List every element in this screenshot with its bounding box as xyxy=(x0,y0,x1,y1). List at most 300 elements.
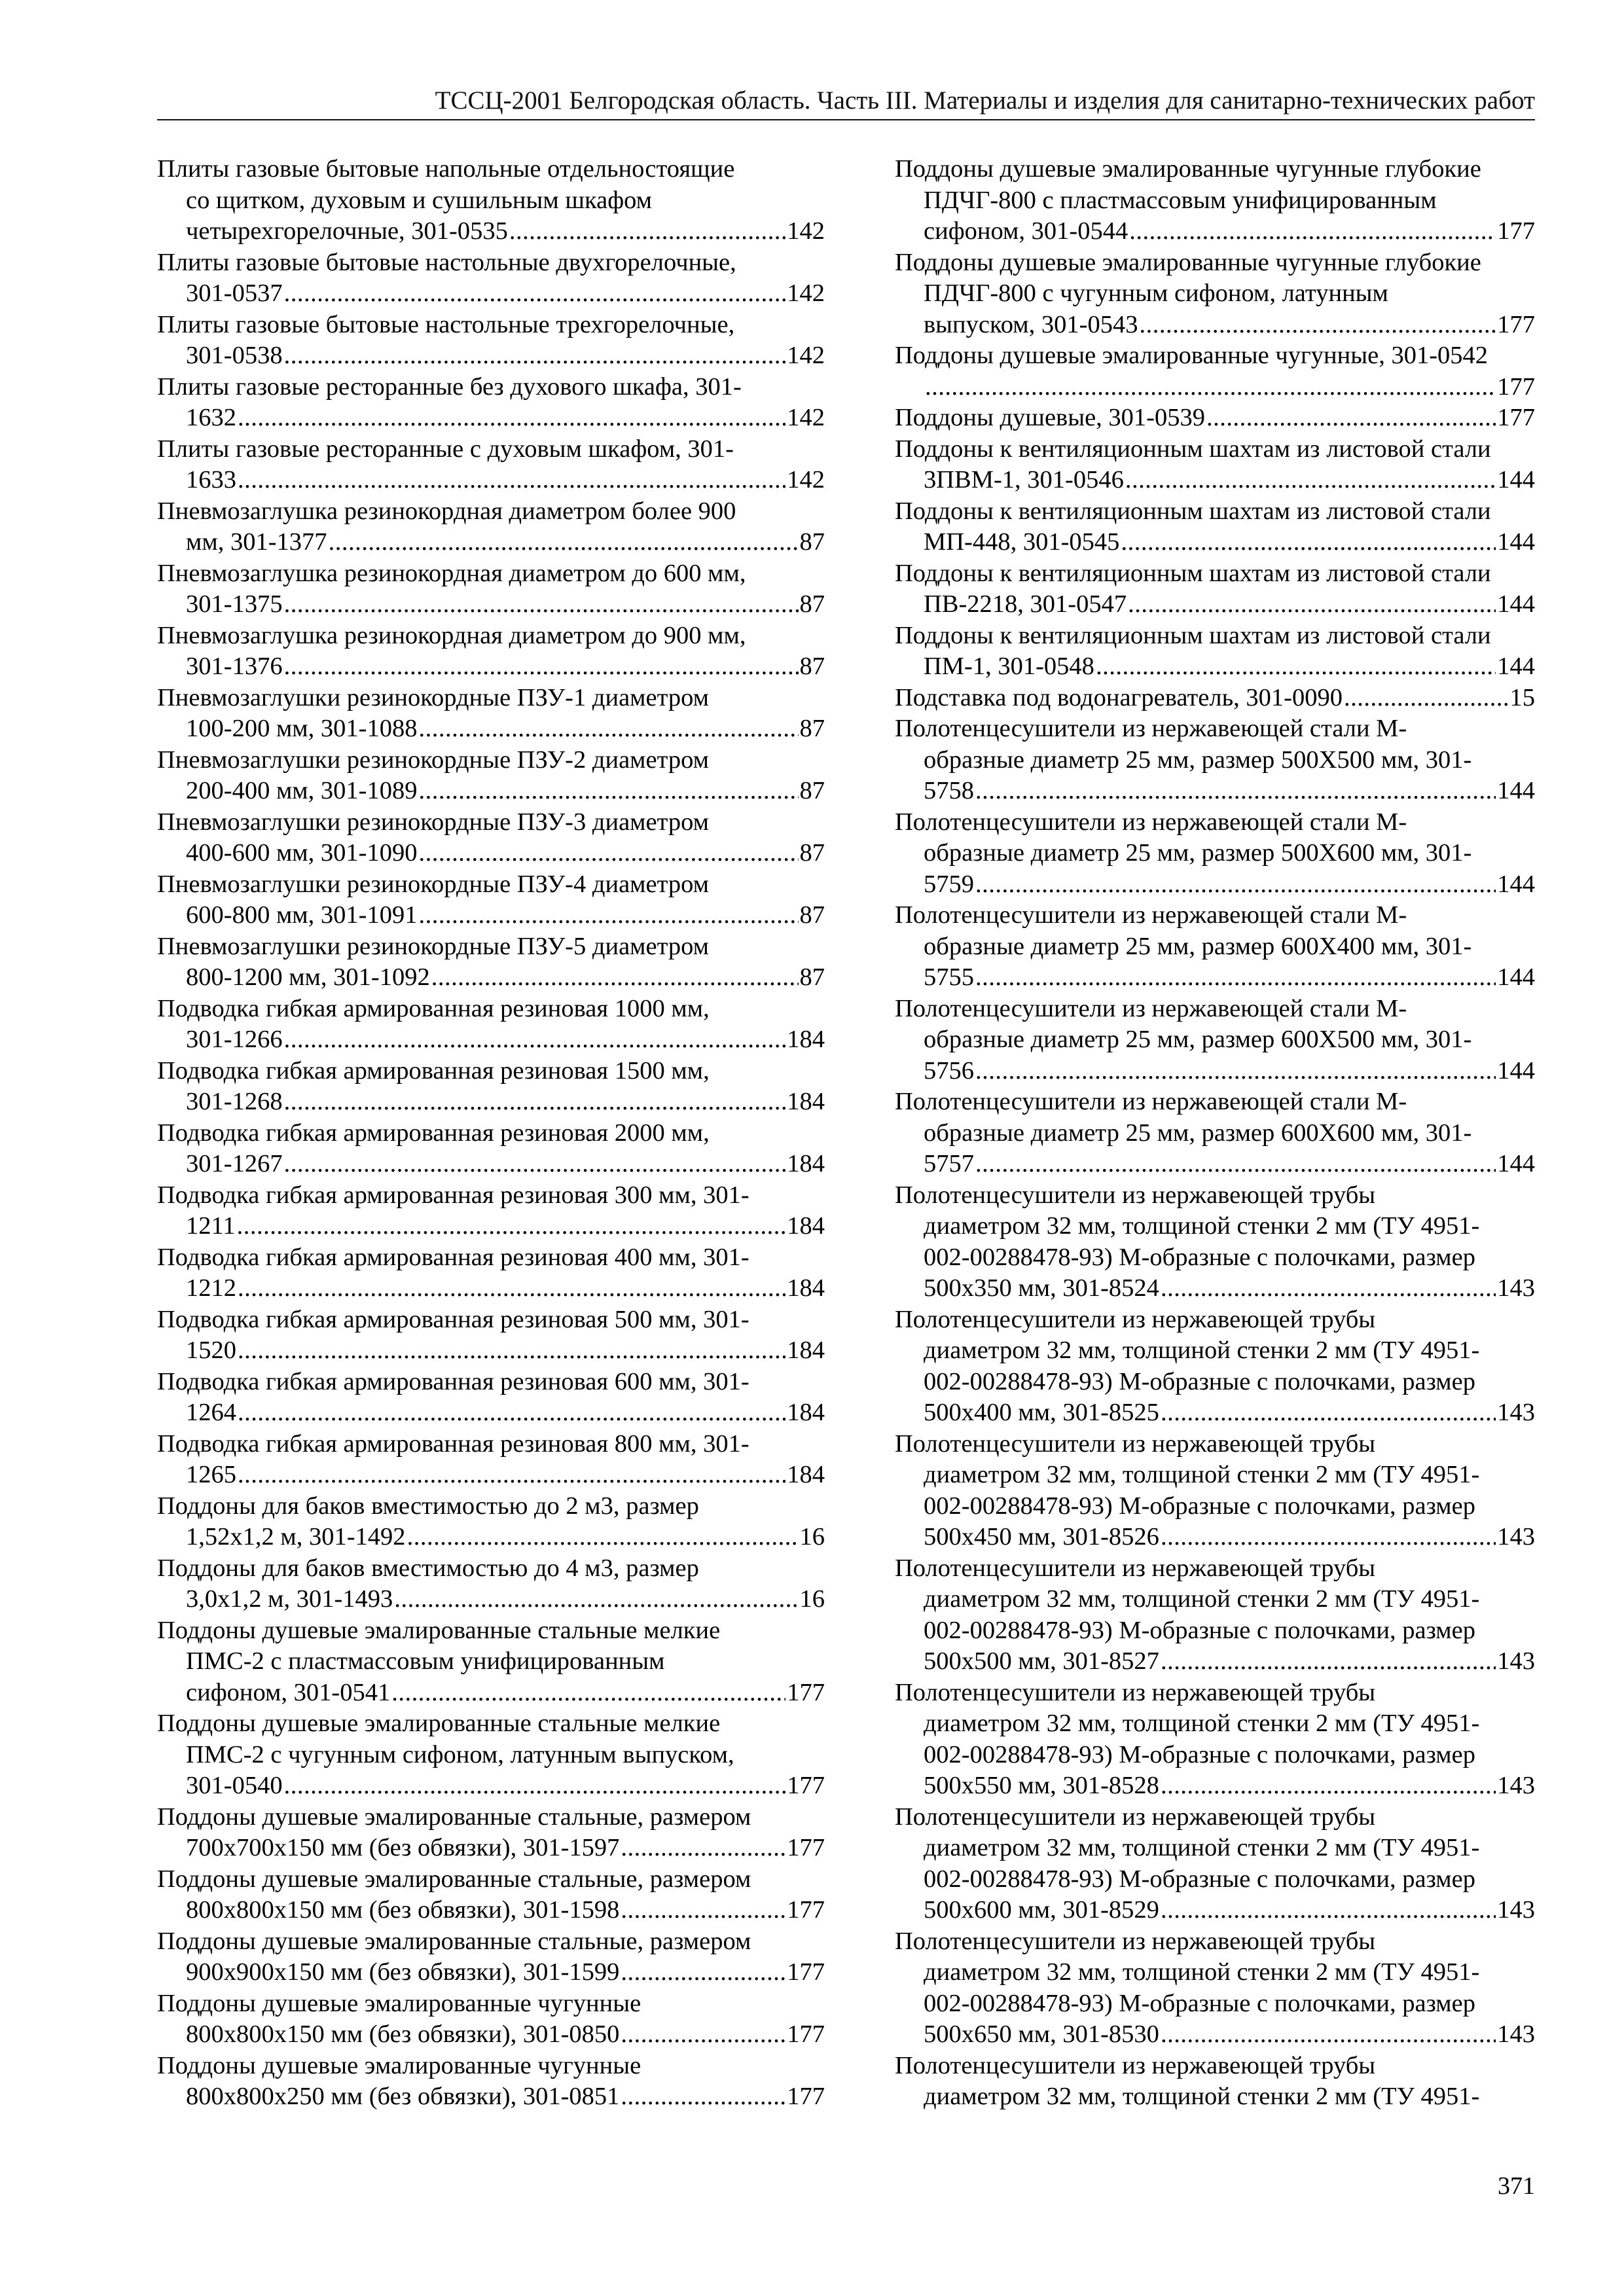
index-entry-page: 177 xyxy=(1497,372,1535,401)
index-entry-text: ПМС-2 с чугунным сифоном, латунным выпуском, xyxy=(186,1740,734,1768)
index-entry-leader-line xyxy=(157,962,825,994)
index-entry-leader-line xyxy=(157,465,825,496)
dot-leader xyxy=(1161,1522,1496,1553)
dot-leader xyxy=(238,1273,785,1304)
index-entry-text: Полотенцесушители из нержавеющей стали М- xyxy=(895,715,1407,742)
index-entry-page: 142 xyxy=(787,342,825,369)
index-entry-leader-line xyxy=(895,310,1535,341)
index-entry-text: 200-400 мм, 301-1089 xyxy=(186,777,418,804)
index-entry-text: 301-0537 xyxy=(186,279,283,307)
index-entry-text: 400-600 мм, 301-1090 xyxy=(186,839,418,867)
index-entry-text: 500х350 мм, 301-8524 xyxy=(924,1274,1159,1302)
index-entry xyxy=(895,1553,1535,1677)
dot-leader xyxy=(1161,2019,1496,2051)
index-entry-text: Поддоны душевые эмалированные чугунные, 301-0542 xyxy=(895,342,1489,369)
index-entry-text: Поддоны для баков вместимостью до 2 м3, размер xyxy=(157,1492,699,1520)
dot-leader xyxy=(621,1895,785,1926)
index-entry xyxy=(157,154,825,247)
index-entry-leader-line xyxy=(157,2019,825,2051)
index-entry xyxy=(157,247,825,310)
index-entry xyxy=(895,154,1535,247)
index-entry-text: 5758 xyxy=(924,777,974,804)
index-entry-leader-line xyxy=(157,216,825,247)
index-entry-text: Подставка под водонагреватель, 301-0090 xyxy=(895,683,1343,711)
index-entry xyxy=(895,2051,1535,2113)
index-entry-text: Подводка гибкая армированная резиновая 600 мм, 301- xyxy=(157,1367,749,1395)
dot-leader xyxy=(1161,1273,1496,1304)
index-entry-text: Подводка гибкая армированная резиновая 500 мм, 301- xyxy=(157,1305,749,1333)
index-entry-page: 15 xyxy=(1509,683,1535,711)
index-entry xyxy=(157,1988,825,2051)
dot-leader xyxy=(975,1149,1496,1180)
index-entry-leader-line xyxy=(895,776,1535,807)
index-entry-text: диаметром 32 мм, толщиной стенки 2 мм (ТУ 4951- xyxy=(924,1834,1480,1861)
index-entry-page: 184 xyxy=(787,1336,825,1364)
index-entry-page: 142 xyxy=(787,279,825,307)
dot-leader xyxy=(284,589,799,620)
dot-leader xyxy=(419,900,799,931)
index-entry-leader-line xyxy=(157,278,825,310)
index-entry-leader-line xyxy=(157,1273,825,1304)
index-entry-leader-line xyxy=(157,1211,825,1242)
index-entry xyxy=(157,1242,825,1304)
index-entry-text: диаметром 32 мм, толщиной стенки 2 мм (ТУ 4951- xyxy=(924,2083,1480,2110)
index-entry-page: 144 xyxy=(1497,870,1535,898)
index-entry xyxy=(895,683,1535,714)
index-entry-text: диаметром 32 мм, толщиной стенки 2 мм (ТУ 4951- xyxy=(924,1336,1480,1364)
index-entry-leader-line xyxy=(895,1646,1535,1677)
index-entry-text: Подводка гибкая армированная резиновая 1500 мм, xyxy=(157,1056,710,1085)
index-entry-leader-line xyxy=(895,1895,1535,1926)
index-entry-text: Пневмозаглушка резинокордная диаметром до 600 мм, xyxy=(157,559,746,587)
index-entry-text: Поддоны душевые эмалированные чугунные xyxy=(157,1989,641,2017)
index-entry-text: Полотенцесушители из нержавеющей трубы xyxy=(895,1803,1376,1831)
index-entry-text: 5756 xyxy=(924,1056,974,1085)
index-entry-leader-line xyxy=(157,1677,825,1709)
index-entry-text: ПВ-2218, 301-0547 xyxy=(924,590,1127,618)
index-entry-text: 800х800х150 мм (без обвязки), 301-0850 xyxy=(186,2020,620,2048)
index-entry-page: 87 xyxy=(799,963,825,991)
index-entry-text: 900х900х150 мм (без обвязки), 301-1599 xyxy=(186,1958,620,1986)
index-entry-text: Поддоны к вентиляционным шахтам из листовой стали xyxy=(895,621,1491,649)
index-entry-text: 600-800 мм, 301-1091 xyxy=(186,901,418,929)
dot-leader xyxy=(1161,1770,1496,1802)
index-entry-page: 144 xyxy=(1497,1150,1535,1177)
index-entry-text: ПДЧГ-800 с пластмассовым унифицированным xyxy=(924,186,1437,214)
index-entry xyxy=(157,434,825,496)
dot-leader xyxy=(329,527,799,558)
index-entry-text: 1,52х1,2 м, 301-1492 xyxy=(186,1523,406,1551)
index-entry-leader-line xyxy=(895,1273,1535,1304)
index-entry-text: ПМС-2 с пластмассовым унифицированным xyxy=(186,1647,665,1675)
index-entry-text: Полотенцесушители из нержавеющей стали М- xyxy=(895,808,1407,836)
index-entry-leader-line xyxy=(895,869,1535,901)
index-entry-text: 500х600 мм, 301-8529 xyxy=(924,1896,1159,1924)
running-header: ТССЦ-2001 Белгородская область. Часть III. Материалы и изделия для санитарно-технических работ xyxy=(435,86,1535,115)
index-entry-text: Поддоны душевые эмалированные чугунные xyxy=(157,2051,641,2079)
dot-leader xyxy=(1096,651,1496,683)
index-entry-leader-line xyxy=(157,527,825,558)
index-entry xyxy=(895,1180,1535,1304)
index-entry-leader-line xyxy=(895,403,1535,434)
dot-leader xyxy=(621,1833,785,1864)
index-entry-text: Пневмозаглушка резинокордная диаметром до 900 мм, xyxy=(157,621,746,649)
index-entry xyxy=(157,1926,825,1988)
index-entry-text: 100-200 мм, 301-1088 xyxy=(186,715,418,742)
dot-leader xyxy=(975,869,1496,901)
index-entry-page: 87 xyxy=(799,777,825,804)
index-entry-text: сифоном, 301-0544 xyxy=(924,217,1128,245)
index-entry-leader-line xyxy=(157,838,825,869)
dot-leader xyxy=(431,962,799,994)
index-entry-text: диаметром 32 мм, толщиной стенки 2 мм (ТУ 4951- xyxy=(924,1212,1480,1240)
dot-leader xyxy=(1128,589,1496,620)
index-entry-page: 177 xyxy=(1497,217,1535,245)
index-entry-page: 144 xyxy=(1497,1056,1535,1085)
index-entry-leader-line xyxy=(157,900,825,931)
index-entry-page: 142 xyxy=(787,217,825,245)
index-entry-text: Поддоны к вентиляционным шахтам из листовой стали xyxy=(895,435,1491,463)
index-entry-text: 301-1266 xyxy=(186,1026,283,1053)
index-entry-text: 002-00288478-93) М-образные с полочками, размер xyxy=(924,1865,1475,1893)
index-entry-text: диаметром 32 мм, толщиной стенки 2 мм (ТУ 4951- xyxy=(924,1710,1480,1737)
index-entry-leader-line xyxy=(895,372,1535,403)
dot-leader xyxy=(238,1335,785,1367)
index-entry-text: 700х700х150 мм (без обвязки), 301-1597 xyxy=(186,1834,620,1861)
dot-leader xyxy=(509,216,785,247)
index-entry-text: Пневмозаглушки резинокордные ПЗУ-1 диаметром xyxy=(157,683,710,711)
dot-leader xyxy=(394,1584,798,1615)
index-entry-text: 1632 xyxy=(186,404,236,431)
index-entry-page: 177 xyxy=(1497,310,1535,338)
dot-leader xyxy=(238,465,785,496)
index-entry xyxy=(157,372,825,434)
index-entry-page: 16 xyxy=(799,1585,825,1613)
dot-leader xyxy=(1129,216,1496,247)
index-entry-page: 177 xyxy=(787,2020,825,2048)
index-entry-text: Полотенцесушители из нержавеющей трубы xyxy=(895,1554,1376,1582)
index-entry-text: Поддоны душевые эмалированные стальные мелкие xyxy=(157,1710,721,1737)
index-entry xyxy=(157,1553,825,1615)
index-entry-text: Полотенцесушители из нержавеющей трубы xyxy=(895,1181,1376,1209)
dot-leader xyxy=(621,2019,785,2051)
index-entry-page: 144 xyxy=(1497,466,1535,493)
index-entry-leader-line xyxy=(895,1770,1535,1802)
index-entry xyxy=(895,900,1535,994)
index-entry-page: 142 xyxy=(787,404,825,431)
index-entry xyxy=(157,1304,825,1367)
index-entry xyxy=(157,1118,825,1180)
dot-leader xyxy=(1161,1646,1496,1677)
index-entry-text: мм, 301-1377 xyxy=(186,528,327,556)
index-entry-page: 144 xyxy=(1497,963,1535,991)
index-entry-text: Поддоны душевые эмалированные чугунные глубокие xyxy=(895,155,1481,183)
index-entry xyxy=(895,496,1535,558)
index-entry-page: 144 xyxy=(1497,590,1535,618)
index-entry-leader-line xyxy=(895,1149,1535,1180)
index-entry-leader-line xyxy=(895,683,1535,714)
index-entry-page: 177 xyxy=(787,2083,825,2110)
index-entry-page: 144 xyxy=(1497,777,1535,804)
index-entry-page: 177 xyxy=(1497,404,1535,431)
dot-leader xyxy=(1161,1397,1496,1429)
index-entry-text: Полотенцесушители из нержавеющей стали М- xyxy=(895,1088,1407,1115)
index-entry-text: ПДЧГ-800 с чугунным сифоном, латунным xyxy=(924,279,1388,307)
index-entry-text: Пневмозаглушки резинокордные ПЗУ-4 диаметром xyxy=(157,870,710,898)
index-entry-text: выпуском, 301-0543 xyxy=(924,310,1138,338)
index-entry-text: МП-448, 301-0545 xyxy=(924,528,1120,556)
index-entry xyxy=(895,247,1535,341)
index-entry-text: 002-00288478-93) М-образные с полочками, размер xyxy=(924,1367,1475,1395)
index-entry-text: Подводка гибкая армированная резиновая 800 мм, 301- xyxy=(157,1429,749,1458)
index-entry-leader-line xyxy=(157,1460,825,1491)
index-entry-leader-line xyxy=(157,776,825,807)
index-entry-text: Плиты газовые ресторанные с духовым шкафом, 301- xyxy=(157,435,734,463)
index-entry-text: Поддоны для баков вместимостью до 4 м3, размер xyxy=(157,1554,699,1582)
index-entry xyxy=(157,620,825,683)
index-entry-leader-line xyxy=(157,1522,825,1553)
index-entry-text: 301-1267 xyxy=(186,1150,283,1177)
index-entry-leader-line xyxy=(895,527,1535,558)
index-entry-leader-line xyxy=(157,1086,825,1118)
index-entry-page: 184 xyxy=(787,1274,825,1302)
dot-leader xyxy=(621,1957,785,1988)
index-entry-text: 301-1268 xyxy=(186,1088,283,1115)
index-entry-text: Поддоны к вентиляционным шахтам из листовой стали xyxy=(895,497,1491,525)
index-entry-text: Поддоны душевые эмалированные чугунные глубокие xyxy=(895,248,1481,276)
index-entry-text: 500х550 мм, 301-8528 xyxy=(924,1772,1159,1799)
index-entry-page: 143 xyxy=(1497,1896,1535,1924)
dot-leader xyxy=(925,372,1496,403)
index-entry-text: Полотенцесушители из нержавеющей трубы xyxy=(895,2051,1376,2079)
index-entry-leader-line xyxy=(895,1522,1535,1553)
index-entry-page: 142 xyxy=(787,466,825,493)
index-entry-text: образные диаметр 25 мм, размер 500Х600 мм, 301- xyxy=(924,839,1472,867)
index-entry-text: 500х400 мм, 301-8525 xyxy=(924,1399,1159,1426)
index-entry xyxy=(895,434,1535,496)
index-entry-leader-line xyxy=(157,1024,825,1056)
index-entry-page: 87 xyxy=(799,590,825,618)
index-entry-leader-line xyxy=(157,651,825,683)
index-entry-text: 301-1375 xyxy=(186,590,283,618)
page-number: 371 xyxy=(1498,2172,1535,2200)
index-entry-text: Поддоны к вентиляционным шахтам из листовой стали xyxy=(895,559,1491,587)
index-entry-text: 301-1376 xyxy=(186,653,283,680)
dot-leader xyxy=(419,713,799,745)
index-entry-leader-line xyxy=(157,1833,825,1864)
index-entry-text: 500х500 мм, 301-8527 xyxy=(924,1647,1159,1675)
index-entry-text: Полотенцесушители из нержавеющей трубы xyxy=(895,1305,1376,1333)
index-entry-page: 144 xyxy=(1497,653,1535,680)
index-entry xyxy=(895,403,1535,434)
index-entry xyxy=(895,1802,1535,1926)
index-entry xyxy=(895,807,1535,901)
header-rule xyxy=(157,119,1535,120)
index-entry-page: 184 xyxy=(787,1461,825,1488)
dot-leader xyxy=(1125,465,1496,496)
index-entry-text: Полотенцесушители из нержавеющей стали М- xyxy=(895,994,1407,1022)
dot-leader xyxy=(621,2081,785,2113)
index-entry xyxy=(157,1180,825,1242)
index-entry-page: 184 xyxy=(787,1026,825,1053)
index-entry-text: Поддоны душевые эмалированные стальные, размером xyxy=(157,1927,751,1955)
index-entry-text: образные диаметр 25 мм, размер 500Х500 мм, 301- xyxy=(924,745,1472,774)
index-entry-text: 3ПВМ-1, 301-0546 xyxy=(924,466,1124,493)
index-entry-text: Плиты газовые бытовые настольные двухгорелочные, xyxy=(157,248,736,276)
index-entry-text: Пневмозаглушки резинокордные ПЗУ-2 диаметром xyxy=(157,745,710,774)
index-entry-page: 184 xyxy=(787,1088,825,1115)
index-entry-text: 1212 xyxy=(186,1274,236,1302)
index-entry-leader-line xyxy=(895,1397,1535,1429)
index-entry-text: 1211 xyxy=(186,1212,236,1240)
dot-leader xyxy=(975,776,1496,807)
index-entry-text: диаметром 32 мм, толщиной стенки 2 мм (ТУ 4951- xyxy=(924,1461,1480,1488)
dot-leader xyxy=(975,1056,1496,1087)
index-entry-text: 1520 xyxy=(186,1336,236,1364)
index-entry-text: 002-00288478-93) М-образные с полочками, размер xyxy=(924,1740,1475,1768)
index-entry-text: со щитком, духовым и сушильным шкафом xyxy=(186,186,653,214)
index-entry-text: 301-0538 xyxy=(186,342,283,369)
index-entry xyxy=(157,994,825,1056)
index-entry xyxy=(157,807,825,869)
index-entry xyxy=(157,1864,825,1926)
index-column-right xyxy=(895,154,1535,2113)
dot-leader xyxy=(1206,403,1496,434)
index-entry xyxy=(157,1056,825,1118)
index-entry-page: 143 xyxy=(1497,1399,1535,1426)
index-entry-text: 1633 xyxy=(186,466,236,493)
index-entry xyxy=(895,1086,1535,1180)
index-entry-leader-line xyxy=(157,713,825,745)
index-entry-page: 143 xyxy=(1497,1523,1535,1551)
index-entry-leader-line xyxy=(157,1770,825,1802)
index-entry xyxy=(157,1615,825,1709)
index-entry xyxy=(157,1708,825,1802)
dot-leader xyxy=(238,403,785,434)
index-entry-page: 177 xyxy=(787,1678,825,1706)
index-entry-leader-line xyxy=(895,589,1535,620)
dot-leader xyxy=(284,340,786,372)
index-entry-leader-line xyxy=(895,651,1535,683)
index-entry xyxy=(157,1491,825,1553)
index-entry xyxy=(157,931,825,994)
dot-leader xyxy=(284,1024,786,1056)
index-entry xyxy=(157,310,825,372)
dot-leader xyxy=(1121,527,1496,558)
index-entry-text: диаметром 32 мм, толщиной стенки 2 мм (ТУ 4951- xyxy=(924,1958,1480,1986)
index-entry xyxy=(157,683,825,745)
index-entry-text: 5757 xyxy=(924,1150,974,1177)
index-entry-page: 143 xyxy=(1497,1647,1535,1675)
index-entry-page: 143 xyxy=(1497,1274,1535,1302)
dot-leader xyxy=(391,1677,785,1709)
dot-leader xyxy=(238,1460,785,1491)
dot-leader xyxy=(284,1770,786,1802)
index-entry-text: Пневмозаглушки резинокордные ПЗУ-5 диаметром xyxy=(157,932,710,960)
index-entry xyxy=(157,496,825,558)
index-entry-text: Пневмозаглушка резинокордная диаметром более 900 xyxy=(157,497,736,525)
dot-leader xyxy=(284,278,786,310)
index-entry-leader-line xyxy=(895,962,1535,994)
index-entry-page: 87 xyxy=(799,839,825,867)
index-entry-page: 184 xyxy=(787,1212,825,1240)
index-entry-page: 144 xyxy=(1497,528,1535,556)
index-entry-text: 800х800х250 мм (без обвязки), 301-0851 xyxy=(186,2083,620,2110)
index-entry-page: 184 xyxy=(787,1399,825,1426)
index-entry xyxy=(895,620,1535,683)
index-entry-leader-line xyxy=(157,1149,825,1180)
index-entry-page: 87 xyxy=(799,715,825,742)
index-entry-leader-line xyxy=(895,2019,1535,2051)
index-entry-text: Плиты газовые ресторанные без духового шкафа, 301- xyxy=(157,372,742,401)
dot-leader xyxy=(237,1211,786,1242)
index-entry xyxy=(157,1802,825,1864)
index-entry-text: Полотенцесушители из нержавеющей трубы xyxy=(895,1927,1376,1955)
index-entry-text: 5755 xyxy=(924,963,974,991)
index-entry xyxy=(895,713,1535,807)
index-entry-text: 3,0х1,2 м, 301-1493 xyxy=(186,1585,393,1613)
index-entry xyxy=(157,869,825,931)
index-entry-text: 002-00288478-93) М-образные с полочками, размер xyxy=(924,1243,1475,1271)
index-entry-text: 500х650 мм, 301-8530 xyxy=(924,2020,1159,2048)
index-entry-leader-line xyxy=(895,465,1535,496)
index-entry-text: Подводка гибкая армированная резиновая 400 мм, 301- xyxy=(157,1243,749,1271)
index-entry-text: образные диаметр 25 мм, размер 600Х500 мм, 301- xyxy=(924,1026,1472,1053)
index-entry-text: сифоном, 301-0541 xyxy=(186,1678,391,1706)
index-entry-leader-line xyxy=(157,1957,825,1988)
index-entry-text: Поддоны душевые эмалированные стальные мелкие xyxy=(157,1616,721,1644)
index-entry-text: Полотенцесушители из нержавеющей трубы xyxy=(895,1429,1376,1458)
index-entry-leader-line xyxy=(895,216,1535,247)
index-entry-page: 177 xyxy=(787,1834,825,1861)
index-entry-text: 002-00288478-93) М-образные с полочками, размер xyxy=(924,1989,1475,2017)
index-entry-text: 500х450 мм, 301-8526 xyxy=(924,1523,1159,1551)
index-entry-page: 87 xyxy=(799,901,825,929)
dot-leader xyxy=(975,962,1496,994)
index-entry-text: Поддоны душевые, 301-0539 xyxy=(895,404,1205,431)
index-entry-text: 301-0540 xyxy=(186,1772,283,1799)
index-entry-text: 1264 xyxy=(186,1399,236,1426)
index-entry-text: Плиты газовые бытовые настольные трехгорелочные, xyxy=(157,310,735,338)
index-entry-leader-line xyxy=(895,1056,1535,1087)
index-entry-leader-line xyxy=(157,1335,825,1367)
index-entry xyxy=(157,2051,825,2113)
index-entry-page: 184 xyxy=(787,1150,825,1177)
index-entry-text: образные диаметр 25 мм, размер 600Х600 мм, 301- xyxy=(924,1119,1472,1147)
dot-leader xyxy=(1344,683,1509,714)
index-entry-text: 800-1200 мм, 301-1092 xyxy=(186,963,430,991)
index-entry-text: Поддоны душевые эмалированные стальные, размером xyxy=(157,1865,751,1893)
index-entry xyxy=(157,745,825,807)
index-entry xyxy=(895,1429,1535,1553)
index-entry-page: 143 xyxy=(1497,2020,1535,2048)
index-entry xyxy=(895,340,1535,403)
index-entry-page: 16 xyxy=(799,1523,825,1551)
index-entry-text: четырехгорелочные, 301-0535 xyxy=(186,217,508,245)
index-entry-leader-line xyxy=(157,2081,825,2113)
index-entry xyxy=(157,558,825,620)
index-entry xyxy=(895,1926,1535,2051)
index-entry-text: 1265 xyxy=(186,1461,236,1488)
index-entry-page: 177 xyxy=(787,1772,825,1799)
dot-leader xyxy=(284,1149,786,1180)
index-entry-page: 87 xyxy=(799,653,825,680)
dot-leader xyxy=(238,1397,785,1429)
index-entry-leader-line xyxy=(157,340,825,372)
dot-leader xyxy=(419,838,799,869)
index-entry-text: Подводка гибкая армированная резиновая 1000 мм, xyxy=(157,994,710,1022)
index-entry xyxy=(895,1304,1535,1429)
